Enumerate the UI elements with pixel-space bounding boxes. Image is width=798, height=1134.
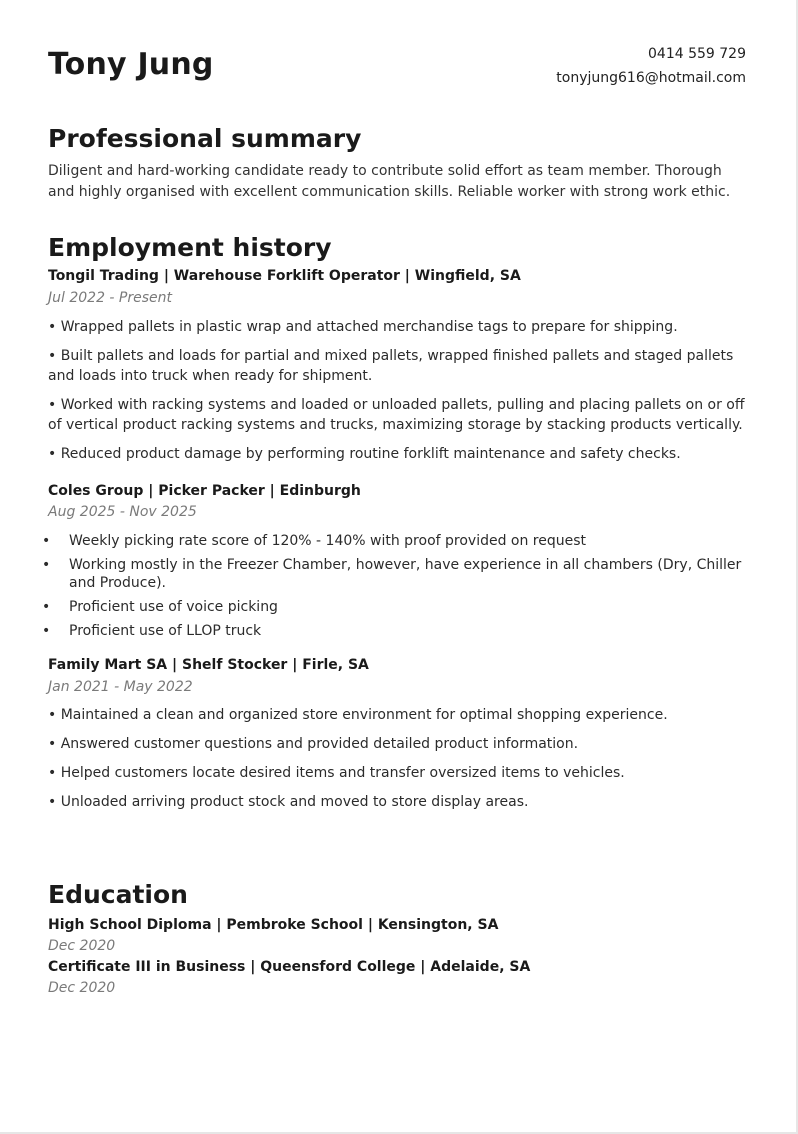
job-bullet: • Answered customer questions and provided detailed product information.	[48, 736, 579, 752]
education-entry	[48, 917, 748, 954]
list-item: • Proficient use of LLOP truck	[42, 623, 262, 639]
employment-title: Employment history	[48, 233, 332, 262]
education-entry	[48, 959, 748, 996]
candidate-name: Tony Jung	[48, 47, 214, 82]
education-section	[48, 880, 748, 996]
job-entry	[48, 657, 748, 812]
education-title: Education	[48, 880, 188, 909]
summary-text	[48, 161, 748, 203]
job-bullet: • Maintained a clean and organized store environment for optimal shopping experience.	[48, 707, 668, 723]
job-dates: Jul 2022 - Present	[48, 290, 173, 306]
job-bullet: • Built pallets and loads for partial and mixed pallets, wrapped finished pallets and staged pallets and loads into truck when ready for shipment.	[48, 348, 734, 384]
list-item: • Working mostly in the Freezer Chamber, however, have experience in all chambers (Dry, Chiller and Produce).	[42, 557, 742, 591]
summary-title: Professional summary	[48, 124, 362, 153]
job-dates: Jan 2021 - May 2022	[48, 679, 193, 695]
job-heading: Coles Group | Picker Packer | Edinburgh	[48, 483, 361, 499]
summary-line: Diligent and hard-working candidate ready to contribute solid effort as team member. Thorough	[48, 163, 722, 179]
job-dates: Aug 2025 - Nov 2025	[48, 504, 197, 520]
resume-header	[0, 0, 796, 110]
education-heading: High School Diploma | Pembroke School | Kensington, SA	[48, 917, 499, 933]
job-entry	[48, 268, 748, 464]
phone-number: 0414 559 729	[648, 46, 746, 62]
bullet-dot-icon: •	[42, 599, 51, 615]
education-dates: Dec 2020	[48, 938, 116, 954]
job-bullet: • Worked with racking systems and loaded or unloaded pallets, pulling and placing pallets on or off of vertical product racking systems and trucks, maximizing storage by stacking products vertically.	[48, 397, 745, 433]
summary-section	[48, 124, 748, 203]
job-heading: Tongil Trading | Warehouse Forklift Operator | Wingfield, SA	[48, 268, 521, 284]
job-bullet: • Helped customers locate desired items and transfer oversized items to vehicles.	[48, 765, 625, 781]
job-bullet-list	[42, 532, 748, 640]
education-heading: Certificate III in Business | Queensford College | Adelaide, SA	[48, 959, 531, 975]
job-entry	[42, 483, 748, 640]
employment-section	[42, 233, 748, 812]
list-item: • Weekly picking rate score of 120% - 140% with proof provided on request	[42, 533, 587, 549]
bullet-dot-icon: •	[42, 557, 51, 573]
job-heading: Family Mart SA | Shelf Stocker | Firle, SA	[48, 657, 369, 673]
bullet-dot-icon: •	[42, 623, 51, 639]
bullet-dot-icon: •	[42, 533, 51, 549]
job-bullet: • Reduced product damage by performing routine forklift maintenance and safety checks.	[48, 446, 681, 462]
job-bullet: • Wrapped pallets in plastic wrap and attached merchandise tags to prepare for shipping.	[48, 319, 678, 335]
email-address: tonyjung616@hotmail.com	[556, 70, 746, 86]
job-bullet: • Unloaded arriving product stock and moved to store display areas.	[48, 794, 529, 810]
summary-line: and highly organised with excellent communication skills. Reliable worker with strong work ethic.	[48, 184, 731, 200]
list-item: • Proficient use of voice picking	[42, 599, 278, 615]
contact-block	[556, 42, 746, 90]
education-dates: Dec 2020	[48, 980, 116, 996]
